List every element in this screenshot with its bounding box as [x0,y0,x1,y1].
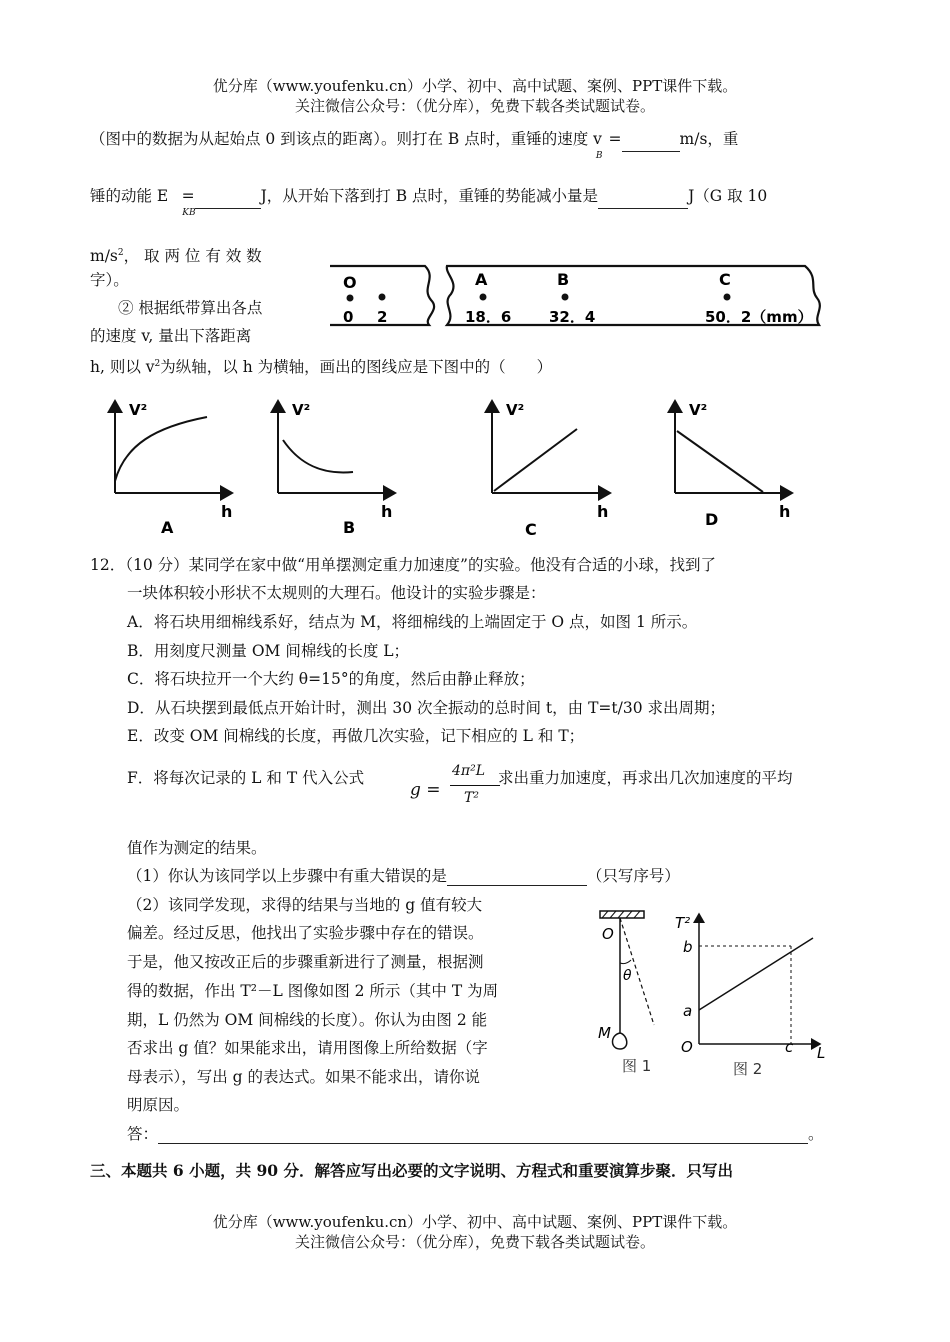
graph-d-line [677,431,763,492]
fig2-label-b: b [683,938,693,956]
graph-a-curve [115,417,207,481]
graph-c-line [494,429,577,491]
v2-h-graphs [95,395,805,543]
tape-value-b: 32．4 [549,308,596,326]
q12-part-1: （1）你认为该同学以上步骤中有重大错误的是 （只写序号） [127,867,680,885]
q12-intro-1: 12．（10 分）某同学在家中做“用单摆测定重力加速度”的实验。他没有合适的小球，找到了 [90,556,716,574]
q12-part-2-line-6: 否求出 g 值？如果能求出，请用图像上所给数据（字 [127,1039,488,1057]
q12-step-d: D．从石块摆到最低点开始计时，测出 30 次全振动的总时间 t，由 T=t/30 求出周期； [127,699,726,717]
graph-c [492,401,610,539]
graph-a-xlabel: h [221,502,233,521]
header-line-2: 关注微信公众号：（优分库），免费下载各类试题试卷。 [294,97,655,115]
tape-dot-2 [379,294,386,301]
q12-answer-line: 答： 。 [127,1125,824,1143]
q11-line-2: 锤的动能 $E_{KB}= J$，从开始下落到打 B 点时，重锤的势能减小量是 J（G 取 10 [90,187,768,218]
graph-b [278,401,395,537]
paper-tape-figure [325,258,850,333]
graph-b-ylabel: V² [292,401,311,419]
formula-fraction-bar [450,785,500,786]
q12-step-b: B．用刻度尺测量 OM 间棉线的长度 L； [127,642,410,660]
figure-2-t2-l-graph [675,902,845,1080]
q11-line-7: h, 则以 $v^2$为纵轴，以 h 为横轴，画出的图线应是下图中的（ ） [90,358,553,377]
tape-value-2: 2 [377,308,388,326]
fig2-caption: 图 2 [733,1060,763,1078]
angle-arc [620,960,631,964]
graph-a-name: A [161,518,174,537]
fig1-caption: 图 1 [622,1057,652,1075]
q12-part-2-line-2: 偏差。经过反思，他找出了实验步骤中存在的错误。 [127,924,484,942]
q12-intro-2: 一块体积较小形状不太规则的大理石。他设计的实验步骤是： [127,584,546,602]
fig2-label-o: O [681,1038,693,1056]
tape-label-o: O [343,273,357,292]
marble-stone [613,1033,627,1049]
fig1-label-m: M [598,1024,611,1042]
graph-d [675,401,792,529]
header-line-1: 优分库（www.youfenku.cn）小学、初中、高中试题、案例、PPT课件下载。 [212,77,738,95]
q11-line-3: $m/s^2$， 取 两 位 有 效 数 [90,247,262,266]
gravity-formula [410,760,500,822]
graph-d-xlabel: h [779,502,791,521]
figure-1-pendulum [594,905,674,1080]
tape-label-a: A [475,270,488,289]
graph-a [115,401,232,537]
q12-step-f-cont: 值作为测定的结果。 [127,839,267,857]
tape-dot-0 [347,295,354,302]
tape-value-0: 0 [343,308,354,326]
fig2-label-c: c [785,1038,794,1056]
formula-denominator: T² [464,790,479,806]
fig1-label-theta: θ [623,968,632,984]
graph-c-name: C [525,520,537,539]
footer-line-2: 关注微信公众号：（优分库），免费下载各类试题试卷。 [294,1233,655,1251]
formula-lhs: g = [410,780,441,800]
graph-c-ylabel: V² [506,401,525,419]
q12-step-f-start: F．将每次记录的 L 和 T 代入公式 [127,769,365,787]
q11-line-5: ② 根据纸带算出各点 [118,299,263,317]
q12-step-c: C．将石块拉开一个大约 θ=15°的角度，然后由静止释放； [127,670,535,688]
formula-numerator: 4π²L [452,763,486,779]
fig2-ylabel: T² [675,914,691,932]
fig2-xlabel: L [817,1044,826,1062]
tape-value-c: 50．2（mm） [705,308,813,326]
tape-dot-c [724,294,731,301]
tape-dot-a [480,294,487,301]
q12-step-f-end: 求出重力加速度，再求出几次加速度的平均 [498,769,793,787]
q12-part-2-line-5: 期，L 仍然为 OM 间棉线的长度）。你认为由图 2 能 [127,1011,488,1029]
q11-line-1: （图中的数据为从起始点 0 到该点的距离）。则打在 B 点时，重锤的速度 $v_B= m/s$，重 [90,130,739,161]
section-3-heading: 三、本题共 6 小题，共 90 分．解答应写出必要的文字说明、方程式和重要演算步聚．只写出 [90,1161,733,1180]
q11-line-6: 的速度 v, 量出下落距离 [90,327,252,345]
graph-c-xlabel: h [597,502,609,521]
tape-label-c: C [719,270,731,289]
graph-b-name: B [343,518,356,537]
q12-part-2-line-4: 得的数据，作出 T²－L 图像如图 2 所示（其中 T 为周 [127,982,499,1000]
q12-part-2-line-7: 母表示），写出 g 的表达式。如果不能求出，请你说 [127,1068,481,1086]
graph-b-curve [283,440,353,473]
fig1-label-o: O [602,925,614,943]
graph-d-name: D [705,510,719,529]
q12-part-2-line-3: 于是，他又按改正后的步骤重新进行了测量，根据测 [127,953,484,971]
q12-step-a: A．将石块用细棉线系好，结点为 M，将细棉线的上端固定于 O 点，如图 1 所示。 [127,613,698,631]
fig2-label-a: a [683,1002,693,1020]
graph-d-ylabel: V² [689,401,708,419]
tape-value-a: 18．6 [465,308,512,326]
tape-label-b: B [557,270,570,289]
fig2-data-line [699,938,813,1010]
tape-dot-b [562,294,569,301]
q12-part-2-line-8: 明原因。 [127,1096,190,1114]
graph-b-xlabel: h [381,502,393,521]
q12-part-2-line-1: （2）该同学发现，求得的结果与当地的 g 值有较大 [127,896,483,914]
graph-a-ylabel: V² [129,401,148,419]
footer-line-1: 优分库（www.youfenku.cn）小学、初中、高中试题、案例、PPT课件下载。 [212,1213,738,1231]
q11-line-4: 字）。 [90,271,129,289]
q12-step-e: E．改变 OM 间棉线的长度，再做几次实验，记下相应的 L 和 T； [127,727,585,745]
